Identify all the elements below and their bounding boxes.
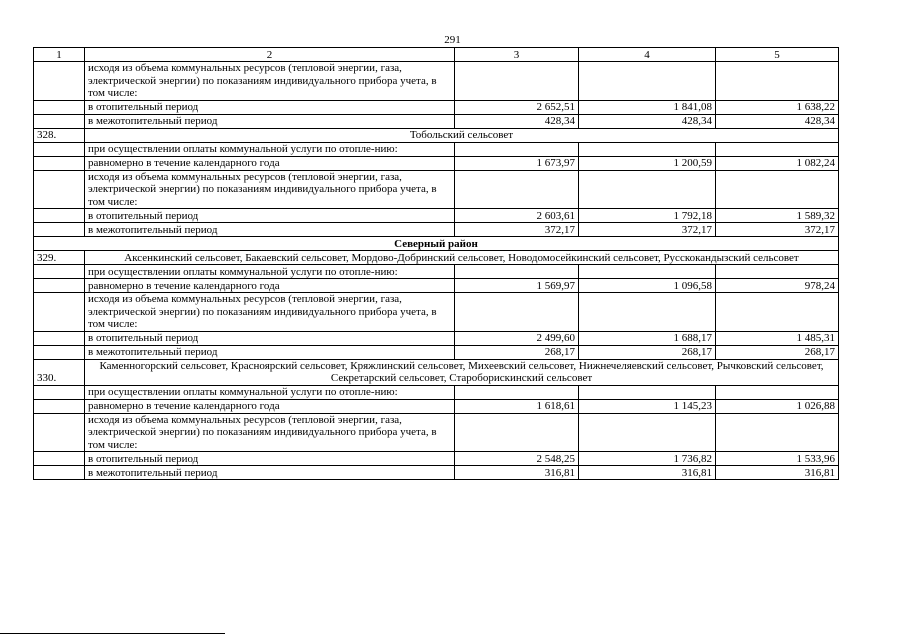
table-row: [34, 399, 839, 413]
table-row: [34, 293, 839, 332]
row-number: 328.: [34, 128, 85, 142]
row-description: исходя из объема коммунальных ресурсов (тепловой энергии, газа, электрической энергии) по показаниям индивидуального прибора учета, в том числе:: [85, 170, 455, 209]
row-number: [34, 293, 85, 332]
table-row: [34, 279, 839, 293]
value-col-3: 2 499,60: [455, 331, 579, 345]
row-description: в отопительный период: [85, 452, 455, 466]
value-col-4: 1 096,58: [579, 279, 716, 293]
row-description: в межотопительный период: [85, 223, 455, 237]
value-col-3: [455, 62, 579, 101]
table-row: [34, 156, 839, 170]
row-number: [34, 223, 85, 237]
row-number: [34, 399, 85, 413]
row-number: [34, 209, 85, 223]
table-row: [34, 100, 839, 114]
value-col-3: [455, 413, 579, 452]
row-description: равномерно в течение календарного года: [85, 399, 455, 413]
value-col-4: [579, 170, 716, 209]
value-col-3: 372,17: [455, 223, 579, 237]
row-description: исходя из объема коммунальных ресурсов (тепловой энергии, газа, электрической энергии) по показаниям индивидуального прибора учета, в том числе:: [85, 413, 455, 452]
table-row: [34, 223, 839, 237]
table-row: [34, 452, 839, 466]
row-description: равномерно в течение календарного года: [85, 156, 455, 170]
tariff-table: [33, 47, 839, 480]
value-col-3: [455, 142, 579, 156]
value-col-4: 1 792,18: [579, 209, 716, 223]
value-col-3: 1 569,97: [455, 279, 579, 293]
header-col-4: 4: [579, 48, 716, 62]
value-col-5: 1 082,24: [716, 156, 839, 170]
table-row: [34, 142, 839, 156]
row-description: при осуществлении оплаты коммунальной услуги по отопле-нию:: [85, 385, 455, 399]
value-col-3: 2 548,25: [455, 452, 579, 466]
table-row: [34, 265, 839, 279]
row-description: исходя из объема коммунальных ресурсов (тепловой энергии, газа, электрической энергии) по показаниям индивидуального прибора учета, в том числе:: [85, 62, 455, 101]
value-col-4: 372,17: [579, 223, 716, 237]
row-number: [34, 413, 85, 452]
value-col-5: [716, 62, 839, 101]
table-row: [34, 359, 839, 385]
row-description: при осуществлении оплаты коммунальной услуги по отопле-нию:: [85, 265, 455, 279]
row-description: при осуществлении оплаты коммунальной услуги по отопле-нию:: [85, 142, 455, 156]
row-description: равномерно в течение календарного года: [85, 279, 455, 293]
settlement-group: Каменногорский сельсовет, Красноярский сельсовет, Кряжлинский сельсовет, Михеевский сельсовет, Нижнечеляевский сельсовет, Рычковский сельсовет, Секретарский сельсовет, Староборискинский сельсовет: [85, 359, 839, 385]
value-col-4: 1 200,59: [579, 156, 716, 170]
row-number: 329.: [34, 251, 85, 265]
table-row: [34, 413, 839, 452]
row-number: [34, 142, 85, 156]
value-col-3: 1 618,61: [455, 399, 579, 413]
value-col-4: [579, 385, 716, 399]
value-col-3: 2 603,61: [455, 209, 579, 223]
value-col-5: 1 533,96: [716, 452, 839, 466]
value-col-5: 1 589,32: [716, 209, 839, 223]
table-row: [34, 237, 839, 251]
header-col-5: 5: [716, 48, 839, 62]
value-col-4: [579, 62, 716, 101]
value-col-3: [455, 265, 579, 279]
row-number: [34, 170, 85, 209]
value-col-5: 1 026,88: [716, 399, 839, 413]
value-col-5: [716, 170, 839, 209]
header-row: [34, 48, 839, 62]
table-row: [34, 114, 839, 128]
value-col-5: [716, 265, 839, 279]
value-col-3: [455, 293, 579, 332]
header-col-2: 2: [85, 48, 455, 62]
table-row: [34, 170, 839, 209]
row-number: [34, 385, 85, 399]
value-col-5: 1 485,31: [716, 331, 839, 345]
table-row: [34, 331, 839, 345]
value-col-5: 372,17: [716, 223, 839, 237]
row-description: в межотопительный период: [85, 114, 455, 128]
value-col-4: 1 841,08: [579, 100, 716, 114]
row-number: [34, 265, 85, 279]
row-number: [34, 466, 85, 480]
value-col-4: 316,81: [579, 466, 716, 480]
table-row: [34, 128, 839, 142]
page-number: 291: [444, 34, 461, 46]
row-description: в отопительный период: [85, 209, 455, 223]
settlement-group: Аксенкинский сельсовет, Бакаевский сельсовет, Мордово-Добринский сельсовет, Новодомосейкинский сельсовет, Русскокандызский сельсовет: [85, 251, 839, 265]
row-description: в отопительный период: [85, 331, 455, 345]
row-number: [34, 62, 85, 101]
header-col-3: 3: [455, 48, 579, 62]
value-col-5: 316,81: [716, 466, 839, 480]
row-description: исходя из объема коммунальных ресурсов (тепловой энергии, газа, электрической энергии) по показаниям индивидуального прибора учета, в том числе:: [85, 293, 455, 332]
value-col-4: [579, 265, 716, 279]
district-heading: Северный район: [34, 237, 839, 251]
row-description: в отопительный период: [85, 100, 455, 114]
footnote-separator: [0, 633, 225, 634]
value-col-4: 1 145,23: [579, 399, 716, 413]
row-number: [34, 345, 85, 359]
settlement-group: Тобольский сельсовет: [85, 128, 839, 142]
row-number: [34, 331, 85, 345]
value-col-3: [455, 385, 579, 399]
value-col-5: 428,34: [716, 114, 839, 128]
value-col-5: [716, 293, 839, 332]
table-row: [34, 62, 839, 101]
row-number: [34, 279, 85, 293]
table-row: [34, 251, 839, 265]
value-col-4: 268,17: [579, 345, 716, 359]
value-col-5: [716, 142, 839, 156]
value-col-3: [455, 170, 579, 209]
table-row: [34, 466, 839, 480]
value-col-3: 428,34: [455, 114, 579, 128]
value-col-4: [579, 293, 716, 332]
value-col-5: 978,24: [716, 279, 839, 293]
table-row: [34, 209, 839, 223]
value-col-5: [716, 385, 839, 399]
header-col-1: 1: [34, 48, 85, 62]
row-number: [34, 156, 85, 170]
value-col-4: 1 736,82: [579, 452, 716, 466]
row-number: [34, 114, 85, 128]
value-col-5: 268,17: [716, 345, 839, 359]
row-number: [34, 452, 85, 466]
value-col-5: 1 638,22: [716, 100, 839, 114]
table-row: [34, 385, 839, 399]
value-col-4: 428,34: [579, 114, 716, 128]
value-col-4: [579, 142, 716, 156]
value-col-4: 1 688,17: [579, 331, 716, 345]
row-description: в межотопительный период: [85, 466, 455, 480]
value-col-3: 268,17: [455, 345, 579, 359]
row-description: в межотопительный период: [85, 345, 455, 359]
value-col-4: [579, 413, 716, 452]
row-number: 330.: [34, 359, 85, 385]
table-body: [34, 62, 839, 480]
value-col-3: 1 673,97: [455, 156, 579, 170]
table-row: [34, 345, 839, 359]
value-col-5: [716, 413, 839, 452]
row-number: [34, 100, 85, 114]
value-col-3: 316,81: [455, 466, 579, 480]
value-col-3: 2 652,51: [455, 100, 579, 114]
